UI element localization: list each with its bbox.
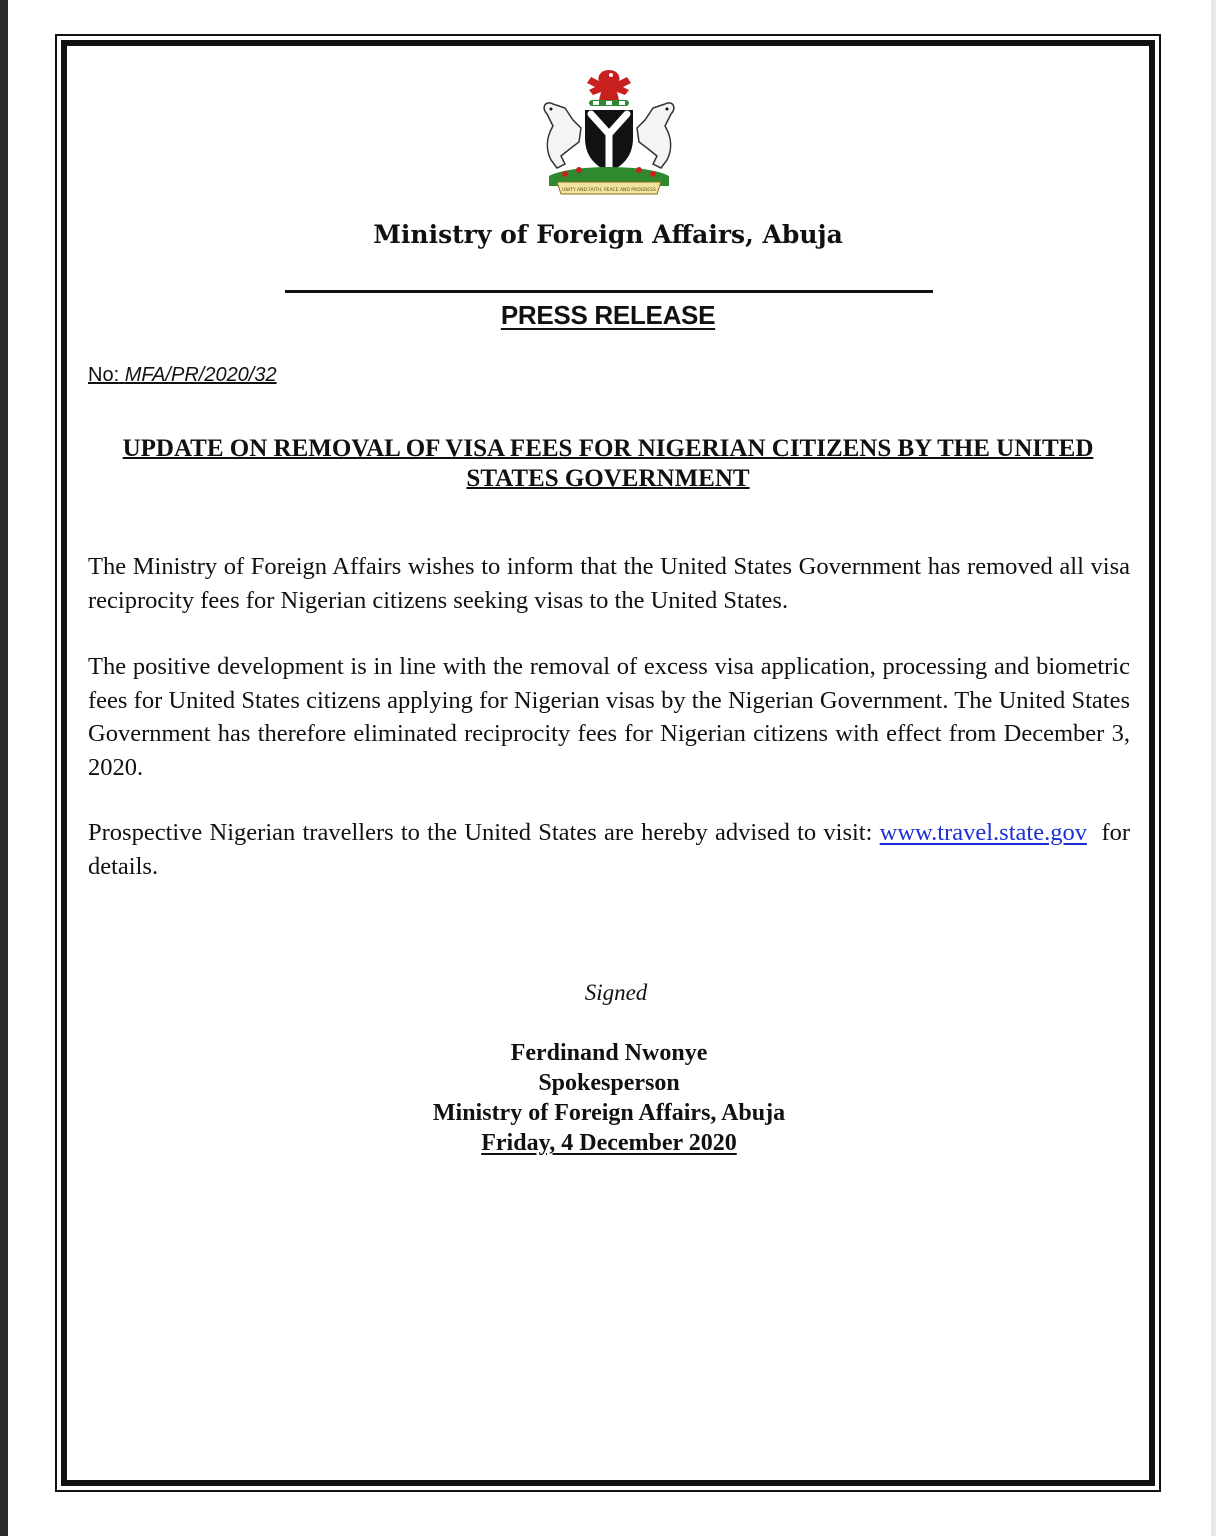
- signatory-title: Spokesperson: [538, 1070, 680, 1096]
- body-paragraph-1: The Ministry of Foreign Affairs wishes to inform that the United States Government has removed all visa reciprocity fees for Nigerian citizens seeking visas to the United States.: [88, 553, 1130, 614]
- scan-edge-right: [1211, 0, 1216, 1536]
- headline: UPDATE ON REMOVAL OF VISA FEES FOR NIGERIAN CITIZENS BY THE UNITED STATES GOVERNMENT: [122, 435, 1094, 492]
- reference-label: No:: [88, 364, 120, 386]
- release-date-text: Friday, 4 December 2020: [481, 1130, 737, 1156]
- body-paragraph-3: [88, 816, 1130, 883]
- signatory-office: Ministry of Foreign Affairs, Abuja: [432, 1100, 786, 1126]
- crest-motto: UNITY AND FAITH, PEACE AND PROGRESS: [562, 188, 656, 193]
- release-date: [88, 1128, 1130, 1158]
- reference-value: MFA/PR/2020/32: [124, 364, 277, 386]
- body-paragraph-3-suffix: for details.: [88, 819, 1131, 880]
- scan-edge-left: [0, 0, 8, 1536]
- signatory-name: Ferdinand Nwonye: [510, 1040, 708, 1066]
- document-type-heading: [88, 300, 1128, 331]
- signed-note: Signed: [584, 980, 648, 1005]
- body-paragraph-2: The positive development is in line with the removal of excess visa application, processing and biometric fees for United States citizens applying for Nigerian visas by the Nigerian Government. The United States Government has therefore eliminated reciprocity fees for Nigerian citizens with effect from December 3, 2020.: [88, 653, 1130, 781]
- signature-block: [88, 1038, 1130, 1158]
- title-divider: [285, 290, 933, 293]
- ministry-title: Ministry of Foreign Affairs, Abuja: [373, 220, 843, 249]
- reference-number: [88, 364, 277, 387]
- travel-state-gov-link[interactable]: www.travel.state.gov: [879, 819, 1087, 846]
- nigeria-coat-of-arms-icon: [531, 64, 687, 202]
- body-paragraph-3-text: Prospective Nigerian travellers to the United States are hereby advised to visit:: [88, 819, 873, 846]
- document-type-label: PRESS RELEASE: [500, 300, 716, 330]
